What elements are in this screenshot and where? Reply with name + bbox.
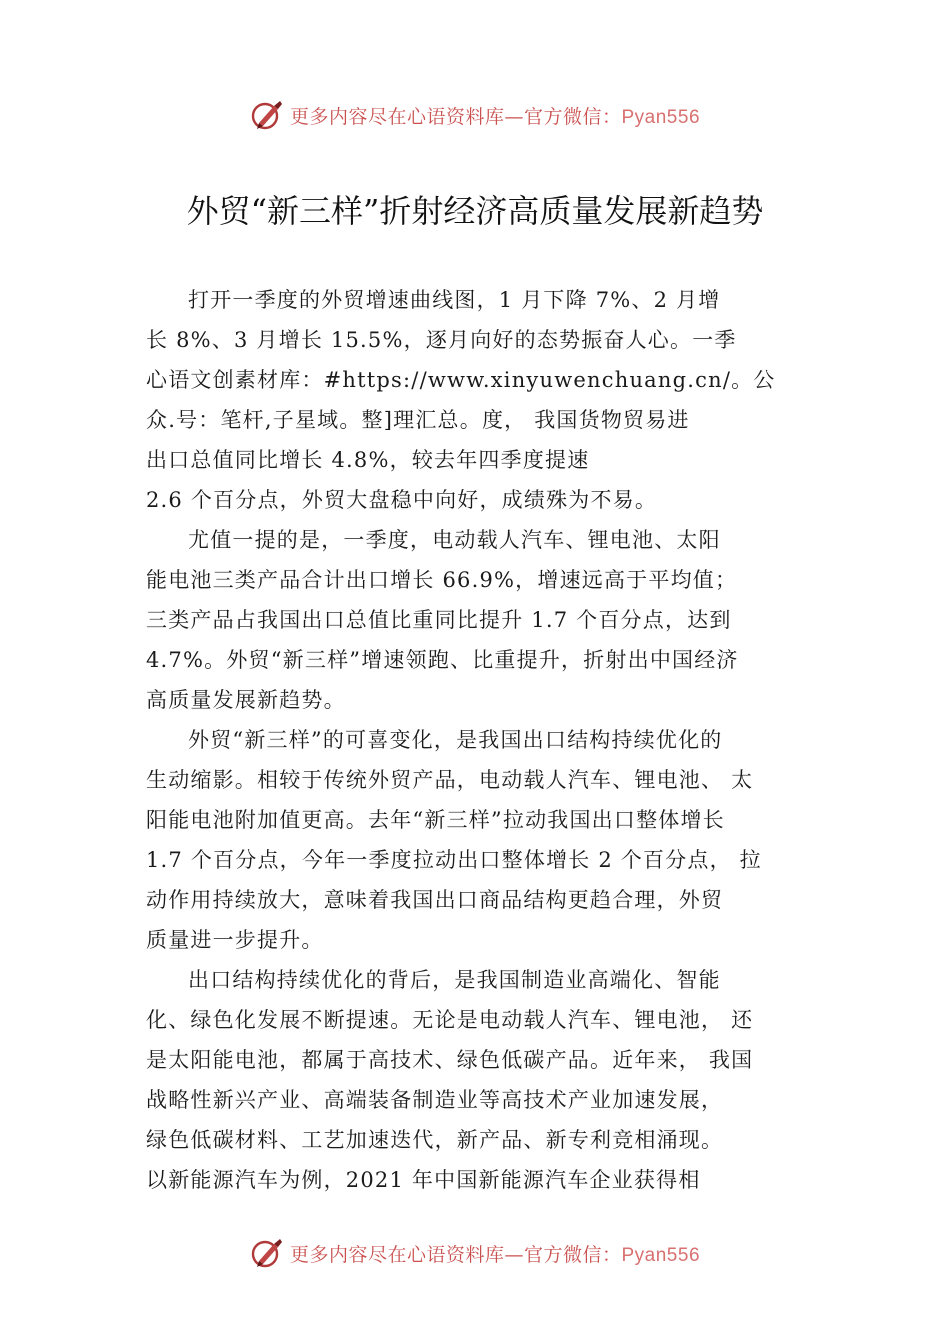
text-line: 化、绿色化发展不断提速。无论是电动载人汽车、锂电池， 还 <box>146 1008 754 1032</box>
pen-logo-icon <box>250 98 284 132</box>
text-line: 2.6 个百分点，外贸大盘稳中向好，成绩殊为不易。 <box>146 488 658 512</box>
text-line: 是太阳能电池，都属于高技术、绿色低碳产品。近年来， 我国 <box>146 1048 754 1072</box>
header-banner <box>0 95 950 135</box>
text-line: 尤值一提的是，一季度，电动载人汽车、锂电池、太阳 <box>188 528 721 552</box>
text-line: 打开一季度的外贸增速曲线图，1 月下降 7%、2 月增 <box>188 288 721 312</box>
document-title: 外贸“新三样”折射经济高质量发展新趋势 <box>186 192 764 230</box>
footer-banner <box>0 1233 950 1273</box>
paragraph-1 <box>146 280 808 520</box>
pen-logo-icon <box>250 1236 284 1270</box>
text-line: 出口结构持续优化的背后，是我国制造业高端化、智能 <box>188 968 721 992</box>
text-line: 心语文创素材库：#https://www.xinyuwenchuang.cn/。公 <box>146 368 776 392</box>
text-line: 动作用持续放大，意味着我国出口商品结构更趋合理，外贸 <box>146 888 724 912</box>
text-line: 众.号：笔杆,子星域。整]理汇总。度， 我国货物贸易进 <box>146 408 690 432</box>
text-line: 长 8%、3 月增长 15.5%，逐月向好的态势振奋人心。一季 <box>146 328 737 352</box>
text-line: 能电池三类产品合计出口增长 66.9%，增速远高于平均值； <box>146 568 738 592</box>
text-line: 绿色低碳材料、工艺加速迭代，新产品、新专利竞相涌现。 <box>146 1128 724 1152</box>
text-line: 质量进一步提升。 <box>146 928 324 952</box>
text-line: 阳能电池附加值更高。去年“新三样”拉动我国出口整体增长 <box>146 808 725 832</box>
text-line: 三类产品占我国出口总值比重同比提升 1.7 个百分点，达到 <box>146 608 732 632</box>
banner-text: 更多内容尽在心语资料库—官方微信：Pyan556 <box>289 105 701 128</box>
text-line: 外贸“新三样”的可喜变化，是我国出口结构持续优化的 <box>188 728 723 752</box>
text-line: 以新能源汽车为例，2021 年中国新能源汽车企业获得相 <box>146 1168 701 1192</box>
text-line: 出口总值同比增长 4.8%，较去年四季度提速 <box>146 448 590 472</box>
paragraph-4 <box>146 960 808 1200</box>
document-body <box>146 280 808 1200</box>
paragraph-3 <box>146 720 808 960</box>
text-line: 4.7%。外贸“新三样”增速领跑、比重提升，折射出中国经济 <box>146 648 739 672</box>
paragraph-2 <box>146 520 808 720</box>
text-line: 高质量发展新趋势。 <box>146 688 346 712</box>
banner-text: 更多内容尽在心语资料库—官方微信：Pyan556 <box>289 1243 701 1266</box>
text-line: 生动缩影。相较于传统外贸产品，电动载人汽车、锂电池、 太 <box>146 768 754 792</box>
text-line: 战略性新兴产业、高端装备制造业等高技术产业加速发展， <box>146 1088 724 1112</box>
banner-wechat-id: Pyan556 <box>621 1244 701 1266</box>
text-line: 1.7 个百分点，今年一季度拉动出口整体增长 2 个百分点， 拉 <box>146 848 762 872</box>
banner-wechat-id: Pyan556 <box>621 106 701 128</box>
